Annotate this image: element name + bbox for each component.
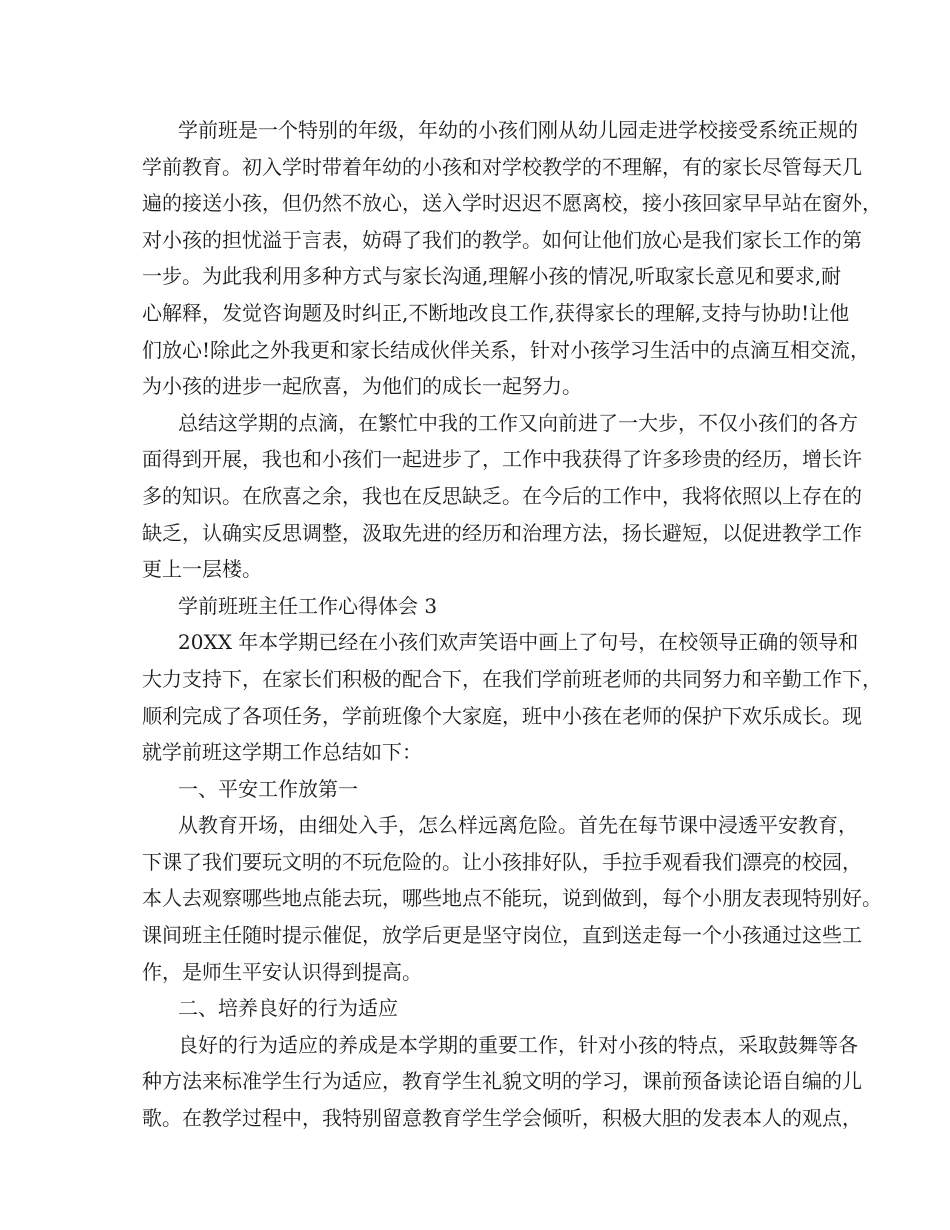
text-line: 良好的行为适应的养成是本学期的重要工作，针对小孩的特点，采取鼓舞等各 [178, 1032, 858, 1057]
text-line: 一、平安工作放第一 [178, 776, 358, 801]
text-line: 学前教育。初入学时带着年幼的小孩和对学校教学的不理解，有的家长尽管每天几 [142, 154, 862, 179]
text-line: 学前班是一个特别的年级，年幼的小孩们刚从幼儿园走进学校接受系统正规的 [178, 118, 858, 142]
text-line: 心解释，发觉咨询题及时纠正,不断地改良工作,获得家长的理解,支持与协助!让他 [142, 300, 850, 325]
text-line: 20XX 年本学期已经在小孩们欢声笑语中画上了句号，在校领导正确的领导和 [178, 630, 859, 655]
text-line: 就学前班这学期工作总结如下： [142, 740, 422, 765]
text-line: 缺乏，认确实反思调整，汲取先进的经历和治理方法，扬长避短，以促进教学工作 [142, 520, 862, 545]
text-line: 下课了我们要玩文明的不玩危险的。让小孩排好队，手拉手观看我们漂亮的校园， [142, 849, 862, 874]
text-line: 从教育开场，由细处入手，怎么样远离危险。首先在每节课中浸透平安教育， [178, 813, 858, 838]
text-line: 对小孩的担忧溢于言表，妨碍了我们的教学。如何让他们放心是我们家长工作的第 [142, 227, 862, 252]
text-line: 一步。为此我利用多种方式与家长沟通,理解小孩的情况,听取家长意见和要求,耐 [142, 264, 842, 289]
text-line: 歌。在教学过程中，我特别留意教育学生学会倾听，积极大胆的发表本人的观点， [142, 1106, 862, 1131]
text-line: 本人去观察哪些地点能去玩，哪些地点不能玩，说到做到，每个小朋友表现特别好。 [142, 886, 882, 911]
text-line: 为小孩的进步一起欣喜，为他们的成长一起努力。 [142, 374, 582, 399]
text-line: 更上一层楼。 [142, 557, 262, 582]
document-body [142, 112, 882, 1137]
text-line: 总结这学期的点滴，在繁忙中我的工作又向前进了一大步，不仅小孩们的各方 [178, 410, 858, 435]
text-line: 遍的接送小孩，但仍然不放心，送入学时迟迟不愿离校，接小孩回家早早站在窗外， [142, 191, 882, 216]
text-line: 顺利完成了各项任务，学前班像个大家庭，班中小孩在老师的保护下欢乐成长。现 [142, 703, 862, 728]
text-line: 课间班主任随时提示催促，放学后更是坚守岗位，直到送走每一个小孩通过这些工 [142, 923, 862, 948]
text-line: 面得到开展，我也和小孩们一起进步了，工作中我获得了许多珍贵的经历，增长许 [142, 447, 862, 472]
text-line: 学前班班主任工作心得体会 3 [178, 593, 438, 618]
text-line: 们放心!除此之外我更和家长结成伙伴关系，针对小孩学习生活中的点滴互相交流， [142, 337, 871, 362]
text-line: 种方法来标准学生行为适应，教育学生礼貌文明的学习，课前预备读论语自编的儿 [142, 1069, 862, 1094]
text-line: 多的知识。在欣喜之余，我也在反思缺乏。在今后的工作中，我将依照以上存在的 [142, 483, 862, 508]
text-line: 二、培养良好的行为适应 [178, 996, 398, 1021]
text-line: 作，是师生平安认识得到提高。 [142, 959, 422, 984]
text-line: 大力支持下，在家长们积极的配合下，在我们学前班老师的共同努力和辛勤工作下， [142, 666, 882, 691]
